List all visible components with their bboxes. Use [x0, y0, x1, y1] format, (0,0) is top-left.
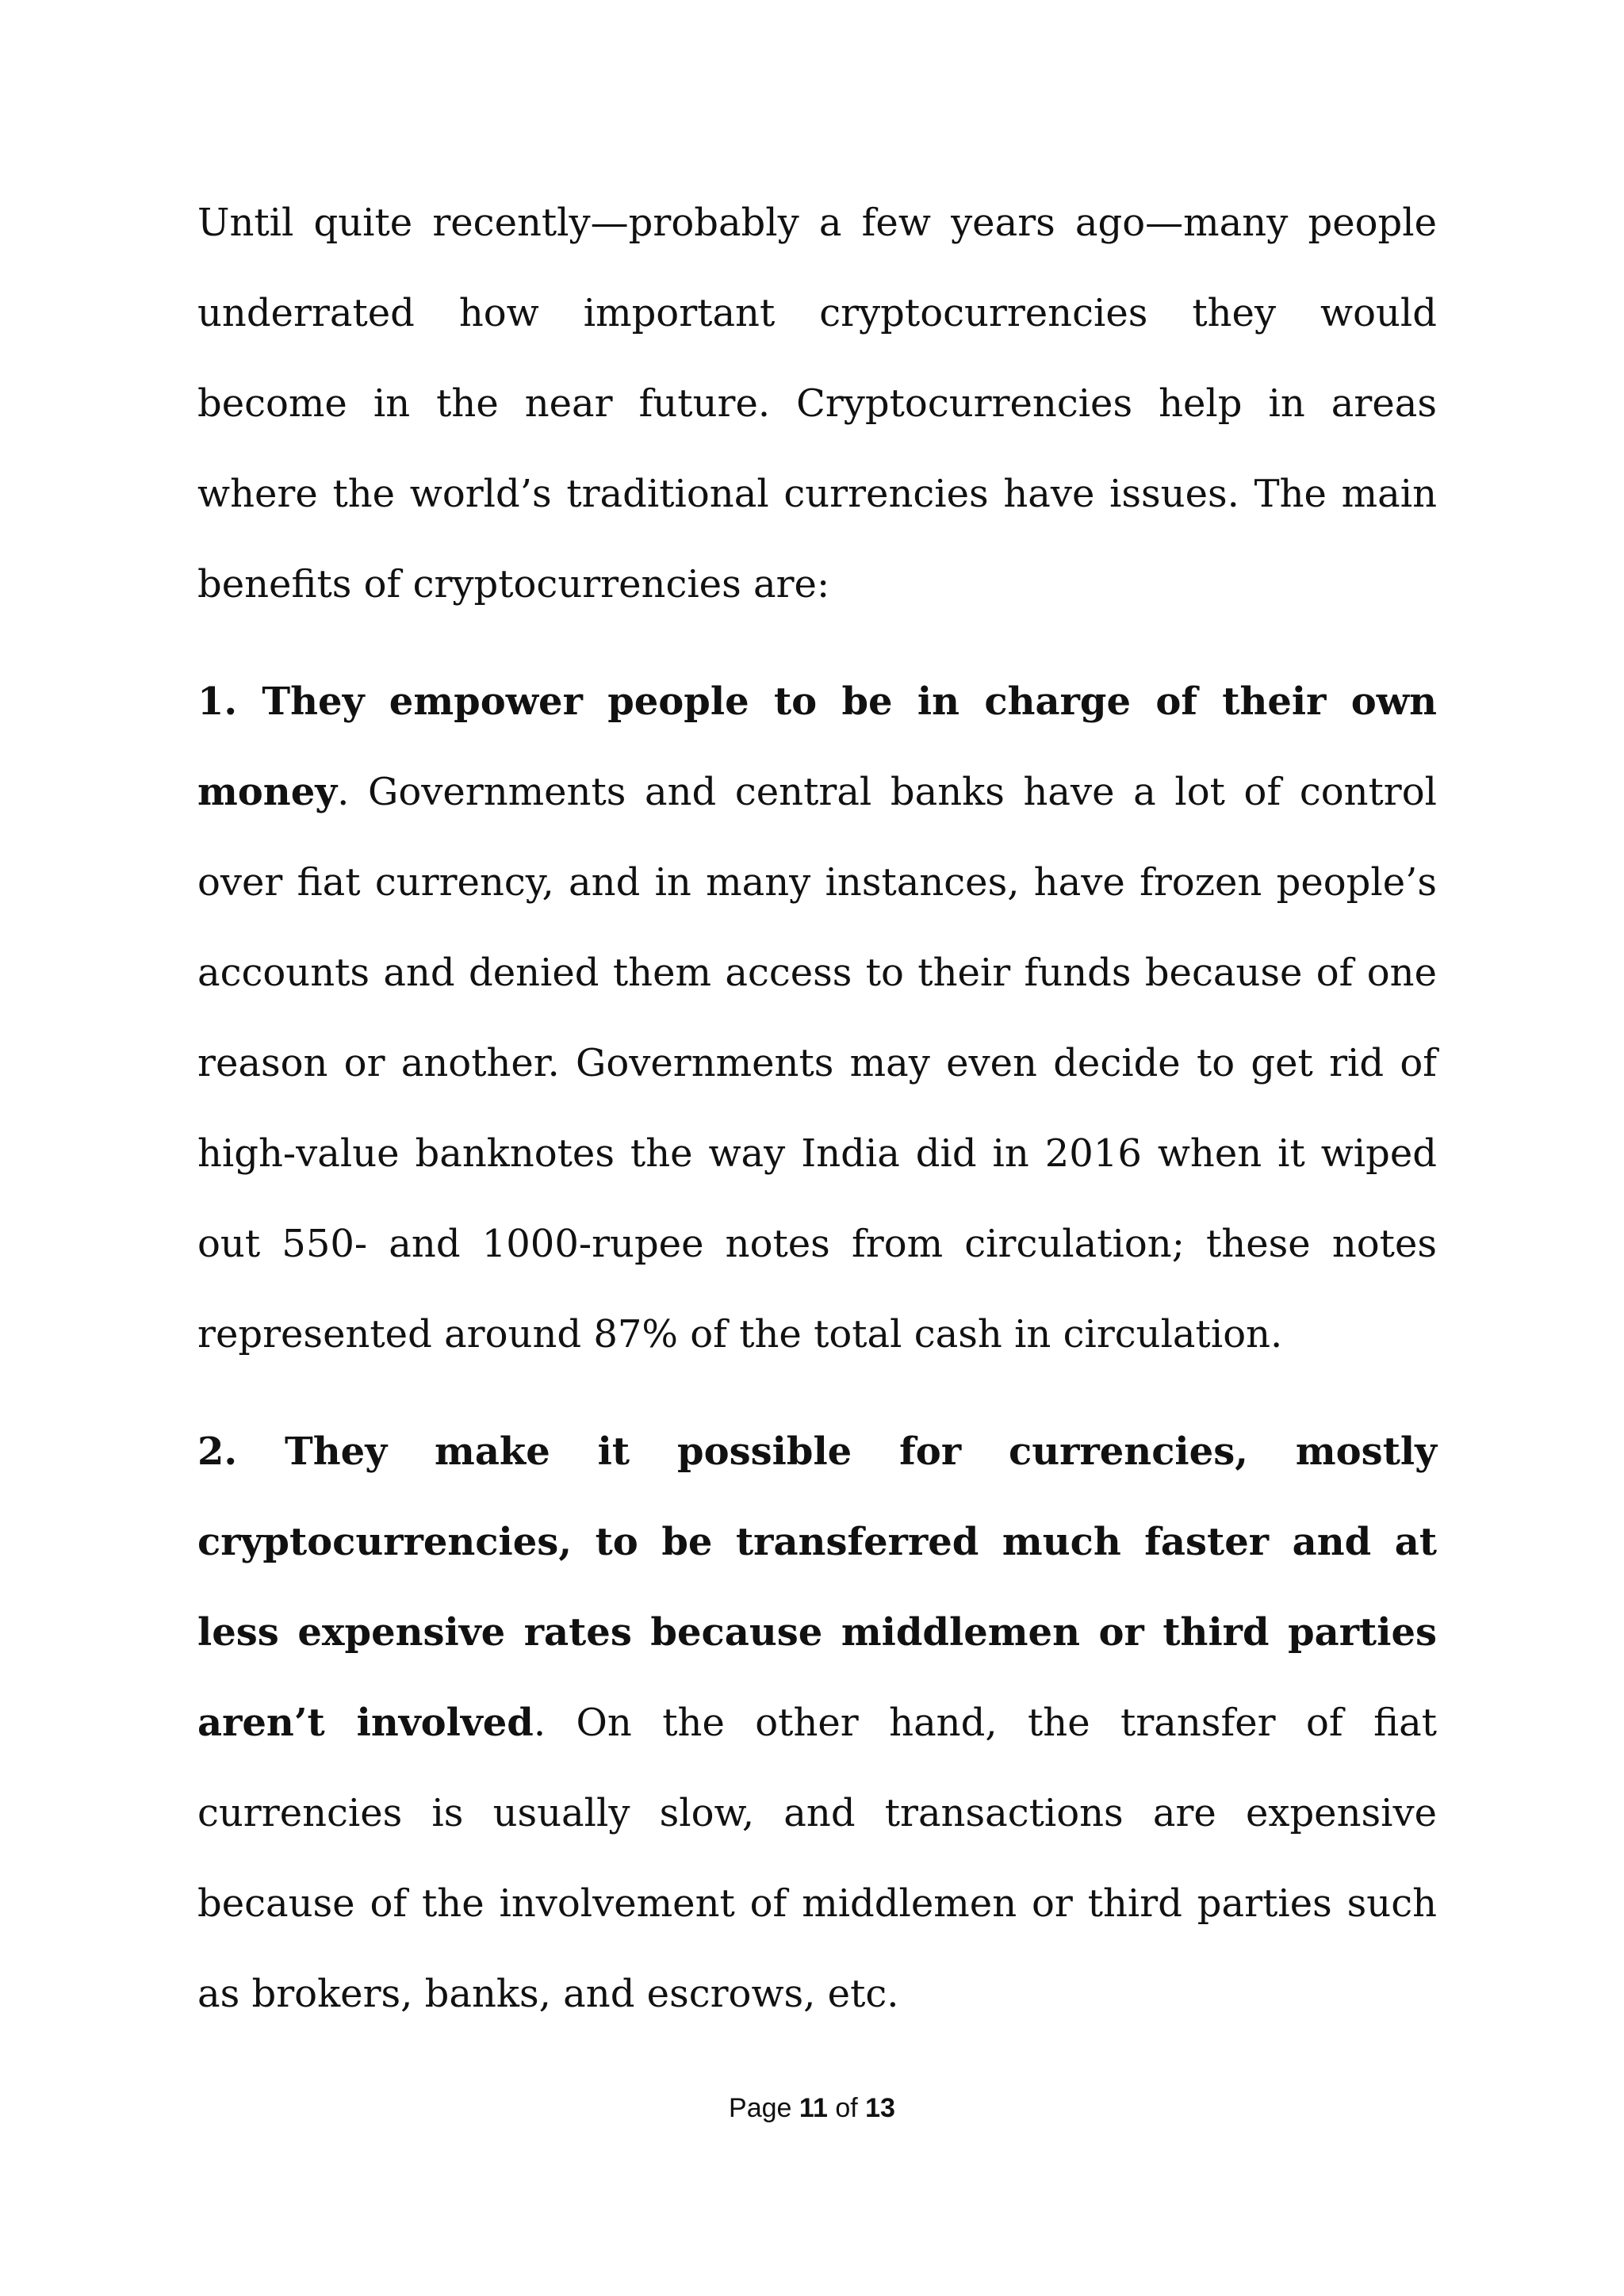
benefit-heading-1: 1. They empower people to be in charge of their own money	[197, 679, 1437, 814]
benefit-paragraph-2	[197, 1406, 1437, 2039]
benefit-paragraph-1	[197, 656, 1437, 1380]
intro-paragraph: Until quite recently—probably a few years ago—many people underrated how important cryptocurrencies they would become in the near future. Cryptocurrencies help in areas where the world’s traditional currencies have issues. The main benefits of cryptocurrencies are:	[197, 201, 1437, 607]
document-body	[197, 178, 1437, 2039]
benefit-body-2: . On the other hand, the transfer of fiat currencies is usually slow, and transactions are expensive because of the involvement of middlemen or third parties such as brokers, banks, and escrows, etc.	[197, 1701, 1437, 2016]
total-pages-number: 13	[865, 2093, 895, 2123]
page-prefix: Page	[729, 2093, 792, 2123]
page-footer	[0, 2093, 1624, 2124]
benefit-body-1: . Governments and central banks have a lot of control over fiat currency, and in many instances, have frozen people’s accounts and denied them access to their funds because of one reason or another. Governments may even decide to get rid of high-value banknotes the way India did in 2016 when it wiped out 550- and 1000-rupee notes from circulation; these notes represented around 87% of the total cash in circulation.	[197, 770, 1437, 1357]
page-separator: of	[835, 2093, 858, 2123]
benefit-heading-2: 2. They make it possible for currencies, mostly cryptocurrencies, to be transferred much faster and at less expensive rates because middlemen or third parties aren’t involved	[197, 1429, 1437, 1745]
current-page-number: 11	[799, 2093, 828, 2123]
